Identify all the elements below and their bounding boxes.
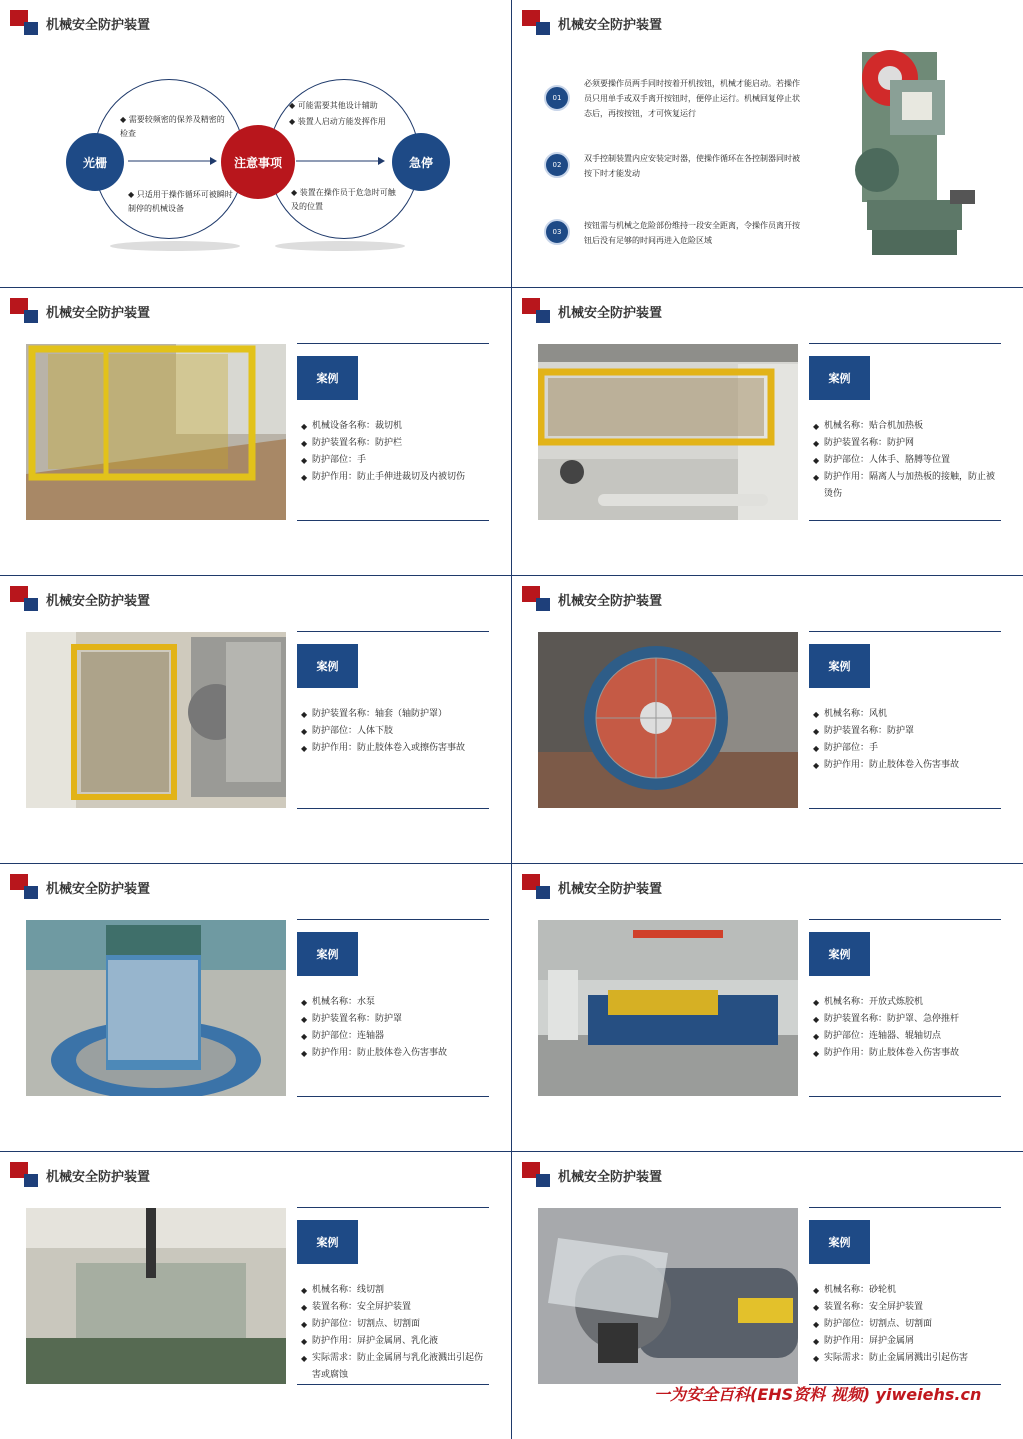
top-rule: [297, 919, 489, 920]
case-detail: ◆ 机械名称：贴合机加热板: [813, 418, 1003, 435]
bottom-rule: [297, 808, 489, 809]
slide-title: 机械安全防护装置: [558, 882, 663, 897]
case-detail: ◆ 防护装置名称：轴套（轴防护罩）: [301, 706, 491, 723]
case-detail: ◆ 装置名称：安全屏护装置: [813, 1299, 1003, 1316]
step-text: 必须要操作员两手同时按着开机按钮，机械才能启动。若操作员只用单手或双手离开按钮时，便停止运行。机械回复停止状态后，再按按钮，才可恢复运行: [584, 79, 800, 118]
slide-title: 机械安全防护装置: [558, 306, 663, 321]
fan-guard-photo: [538, 632, 798, 808]
case-detail: ◆ 实际需求：防止金属屑与乳化液溅出引起伤害或腐蚀: [301, 1350, 491, 1384]
note-item: ◆ 装置人启动方能发挥作用: [289, 117, 386, 126]
case-badge: 案例: [809, 356, 870, 400]
slide-title: 机械安全防护装置: [558, 18, 663, 33]
bottom-rule: [809, 808, 1001, 809]
case-detail: ◆ 防护装置名称：防护网: [813, 435, 1003, 452]
slide-title: 机械安全防护装置: [46, 882, 151, 897]
wire-cut-photo: [26, 1208, 286, 1384]
case-badge: 案例: [809, 644, 870, 688]
case-details: [813, 994, 1003, 1062]
logo-icon: [522, 10, 552, 36]
case-detail: ◆ 防护部位：手: [301, 452, 491, 469]
case-details: [301, 706, 491, 757]
slide-case-cutter: [0, 288, 511, 575]
slide-title: 机械安全防护装置: [558, 1170, 663, 1185]
case-detail: ◆ 防护装置名称：防护栏: [301, 435, 491, 452]
top-rule: [809, 1207, 1001, 1208]
top-rule: [297, 1207, 489, 1208]
slide-case-mill: [512, 864, 1023, 1151]
case-detail: ◆ 机械名称：水泵: [301, 994, 491, 1011]
watermark: 一为安全百科(EHS资料 视频) yiweiehs.cn: [654, 1385, 982, 1404]
rubber-mill-photo: [538, 920, 798, 1096]
top-rule: [297, 631, 489, 632]
precautions-node: 注意事项: [221, 125, 295, 199]
case-detail: ◆ 防护作用：防止手伸进裁切及内被切伤: [301, 469, 491, 486]
logo-icon: [522, 298, 552, 324]
case-detail: ◆ 防护作用：防止肢体卷入伤害事故: [813, 757, 1003, 774]
case-detail: ◆ 防护装置名称：防护罩: [813, 723, 1003, 740]
top-rule: [809, 631, 1001, 632]
bottom-rule: [809, 520, 1001, 521]
slide-title: 机械安全防护装置: [46, 18, 151, 33]
slide-title: 机械安全防护装置: [46, 306, 151, 321]
top-rule: [809, 343, 1001, 344]
logo-icon: [10, 874, 40, 900]
bottom-rule: [297, 1096, 489, 1097]
case-detail: ◆ 装置名称：安全屏护装置: [301, 1299, 491, 1316]
case-detail: ◆ 防护部位：切割点、切割面: [813, 1316, 1003, 1333]
note-item: ◆ 只适用于操作循环可被瞬时制停的机械设备: [128, 190, 233, 213]
note-item: ◆ 装置在操作员于危急时可触及的位置: [291, 188, 396, 211]
emergency-stop-node: 急停: [392, 133, 450, 191]
logo-icon: [10, 586, 40, 612]
case-badge: 案例: [297, 1220, 358, 1264]
case-badge: 案例: [297, 356, 358, 400]
slide-two-hand-control: [512, 0, 1023, 287]
case-detail: ◆ 防护部位：切割点、切割面: [301, 1316, 491, 1333]
case-badge: 案例: [809, 932, 870, 976]
slide-title: 机械安全防护装置: [46, 1170, 151, 1185]
case-details: [813, 1282, 1003, 1367]
case-details: [813, 706, 1003, 774]
slide-case-fan: [512, 576, 1023, 863]
step-number: 03: [544, 219, 570, 245]
logo-icon: [522, 586, 552, 612]
case-detail: ◆ 防护作用：防止肢体卷入或擦伤害事故: [301, 740, 491, 757]
pump-guard-photo: [26, 920, 286, 1096]
case-details: [813, 418, 1003, 503]
step-text: 双手控制装置内应安装定时器，使操作循环在各控制器同时被按下时才能发动: [584, 154, 800, 178]
logo-icon: [10, 298, 40, 324]
case-detail: ◆ 防护作用：隔离人与加热板的接触，防止被烫伤: [813, 469, 1003, 503]
case-badge: 案例: [809, 1220, 870, 1264]
slide-case-heater: [512, 288, 1023, 575]
step-number: 02: [544, 152, 570, 178]
case-detail: ◆ 防护部位：手: [813, 740, 1003, 757]
case-detail: ◆ 防护部位：连轴器、辊轴切点: [813, 1028, 1003, 1045]
case-details: [301, 994, 491, 1062]
step-number: 01: [544, 85, 570, 111]
note-item: ◆ 可能需要其他设计辅助: [289, 101, 378, 110]
case-detail: ◆ 机械名称：砂轮机: [813, 1282, 1003, 1299]
logo-icon: [522, 874, 552, 900]
case-detail: ◆ 防护部位：人体下肢: [301, 723, 491, 740]
top-rule: [297, 343, 489, 344]
case-detail: ◆ 防护作用：屏护金属屑: [813, 1333, 1003, 1350]
grinder-shield-photo: [538, 1208, 798, 1384]
slide-case-wire-cut: [0, 1152, 511, 1439]
case-details: [301, 1282, 491, 1384]
case-detail: ◆ 机械设备名称：裁切机: [301, 418, 491, 435]
shaft-cover-photo: [26, 632, 286, 808]
case-detail: ◆ 实际需求：防止金属屑溅出引起伤害: [813, 1350, 1003, 1367]
step-text: 按钮需与机械之危险部份维持一段安全距离，令操作员离开按钮后没有足够的时间再进入危险区域: [584, 221, 800, 245]
case-badge: 案例: [297, 932, 358, 976]
case-detail: ◆ 防护作用：防止肢体卷入伤害事故: [813, 1045, 1003, 1062]
heater-guard-photo: [538, 344, 798, 520]
slide-title: 机械安全防护装置: [558, 594, 663, 609]
press-machine-photo: [842, 40, 982, 265]
light-curtain-node: 光栅: [66, 133, 124, 191]
logo-icon: [522, 1162, 552, 1188]
case-detail: ◆ 防护装置名称：防护罩、急停推杆: [813, 1011, 1003, 1028]
case-detail: ◆ 防护装置名称：防护罩: [301, 1011, 491, 1028]
bottom-rule: [297, 520, 489, 521]
slide-light-curtain: [0, 0, 511, 287]
logo-icon: [10, 1162, 40, 1188]
case-detail: ◆ 防护作用：屏护金属屑、乳化液: [301, 1333, 491, 1350]
bottom-rule: [297, 1384, 489, 1385]
case-detail: ◆ 防护部位：连轴器: [301, 1028, 491, 1045]
case-badge: 案例: [297, 644, 358, 688]
case-detail: ◆ 机械名称：线切割: [301, 1282, 491, 1299]
case-detail: ◆ 机械名称：开放式炼胶机: [813, 994, 1003, 1011]
slide-case-shaft-cover: [0, 576, 511, 863]
bottom-rule: [809, 1096, 1001, 1097]
cutter-guard-photo: [26, 344, 286, 520]
case-details: [301, 418, 491, 486]
case-detail: ◆ 防护部位：人体手、胳膊等位置: [813, 452, 1003, 469]
slide-case-pump: [0, 864, 511, 1151]
case-detail: ◆ 防护作用：防止肢体卷入伤害事故: [301, 1045, 491, 1062]
case-detail: ◆ 机械名称：风机: [813, 706, 1003, 723]
slide-title: 机械安全防护装置: [46, 594, 151, 609]
top-rule: [809, 919, 1001, 920]
note-item: ◆ 需要较频密的保养及精密的检查: [120, 115, 225, 138]
